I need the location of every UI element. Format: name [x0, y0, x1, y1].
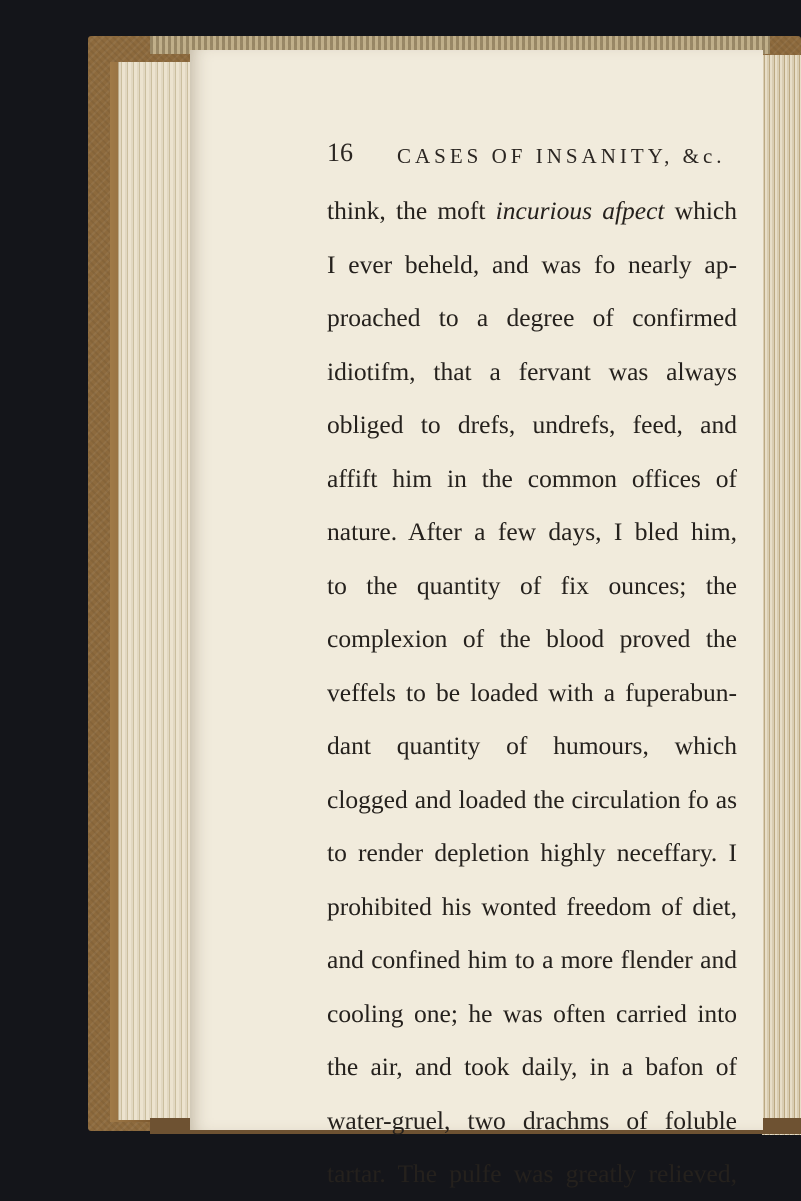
- text-line: tartar. The pulfe was greatly relieved,: [327, 1159, 737, 1188]
- text-line: prohibited his wonted freedom of diet,: [327, 891, 737, 921]
- text-line: complexion of the blood proved the: [327, 624, 737, 653]
- left-page-edges: [118, 62, 195, 1120]
- italic-phrase: incurious afpect: [495, 196, 665, 225]
- text-line: dant quantity of humours, which: [327, 731, 737, 760]
- text-line: veffels to be loaded with a fuperabun-: [327, 677, 737, 707]
- text-line: clogged and loaded the circulation fo as: [327, 784, 737, 814]
- text-line: [327, 184, 737, 238]
- right-page-edges: [762, 55, 801, 1135]
- text-line: idiotifm, that a fervant was always: [327, 356, 737, 386]
- text-line: affift him in the common offices of: [327, 463, 737, 493]
- body-text: [327, 184, 737, 1201]
- text-segment: which: [664, 196, 738, 225]
- text-line: to the quantity of fix ounces; the: [327, 570, 737, 600]
- text-line: water-gruel, two drachms of foluble: [327, 1105, 737, 1135]
- text-line: I ever beheld, and was fo nearly ap-: [327, 249, 737, 279]
- text-line: and confined him to a more flender and: [327, 945, 737, 974]
- page-header: [327, 138, 737, 178]
- text-line: obliged to drefs, undrefs, feed, and: [327, 410, 737, 439]
- text-line: to render depletion highly neceffary. I: [327, 838, 737, 867]
- text-line: nature. After a few days, I bled him,: [327, 517, 737, 546]
- text-line: the air, and took daily, in a bafon of: [327, 1052, 737, 1081]
- text-segment: think, the moft: [327, 196, 496, 225]
- running-head: CASES OF INSANITY, &c.: [397, 144, 726, 168]
- page-number: 16: [327, 138, 353, 167]
- text-line: cooling one; he was often carried into: [327, 998, 737, 1028]
- text-line: proached to a degree of confirmed: [327, 303, 737, 332]
